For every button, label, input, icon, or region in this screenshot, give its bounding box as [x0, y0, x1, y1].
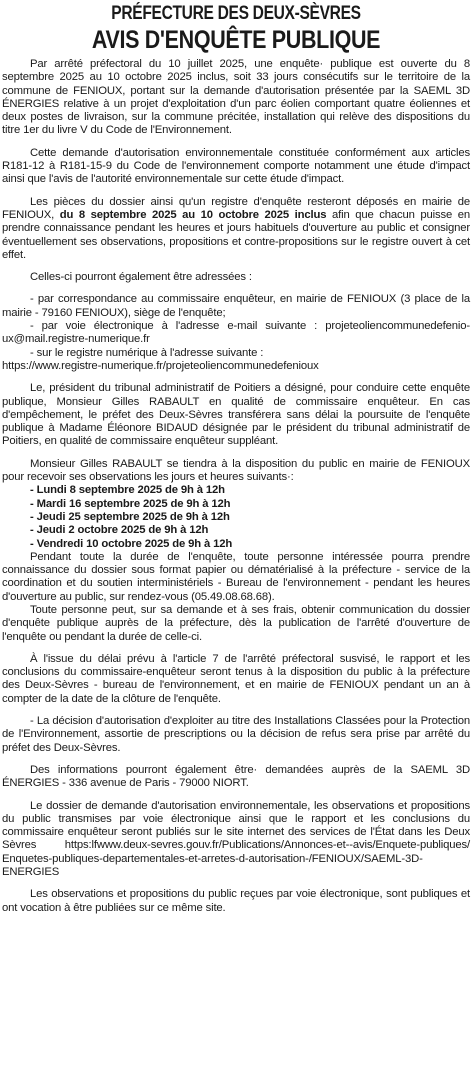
registry-link[interactable]: https://www.registre-numerique.fr/projeteoliencommunedefenioux [2, 359, 319, 372]
paragraph-information: Des informations pourront également être· demandées auprès de la SAEML 3D ÉNERGIES - 336 avenue de Paris - 79000 NIORT. [2, 763, 470, 790]
paragraph-addresses-intro: Celles-ci pourront également être adressées : [30, 271, 252, 284]
dossier-text-end: afin que chacun puisse en prendre connaissance pendant les heures et jours habituels d'ouverture au public et consigner éventuellement ses observations, propositions et contre-propositions sur le registre ouvert à cet effet. [2, 208, 470, 261]
email-address[interactable]: - par voie électronique à l'adresse e-mail suivante : projeteoliencommunedefenio-ux@mail.registre-numerique.fr [2, 320, 470, 346]
list-item-registry-url [2, 360, 470, 373]
paragraph-public-observations: Les observations et propositions du public reçues par voie électronique, sont publiques et ont vocation à être publiées sur ce même site. [2, 888, 470, 914]
dossier-dates: du 8 septembre 2025 au 10 octobre 2025 inclus [59, 208, 327, 221]
paragraph-opening: Par arrêté préfectoral du 10 juillet 2025, une enquête· publique est ouverte du 8 septembre 2025 au 10 octobre 2025 inclus, soit 33 jours consécutifs sur le territoire de la commune de FENIOUX, portant sur la demande d'autorisation présentée par la SAEML 3D ÉNERGIES relative à un projet d'exploitation d'un parc éolien comportant quatre éoliennes et deux postes de livraison, sur la commune précitée, installation qui relève des dispositions du titre 1er du livre V du Code de l'Environnement. [2, 58, 470, 137]
paragraph-report: À l'issue du délai prévu à l'article 7 de l'arrêté préfectoral susvisé, le rapport et les conclusions du commissaire-enquêteur seront tenus à la disposition du public à la préfecture des Deux-Sèvres - bureau de l'environnement, et en mairie de FENIOUX pendant un an à compter de la date de la clôture de l'enquête. [2, 652, 470, 705]
schedule-item: - Jeudi 25 septembre 2025 de 9h à 12h [30, 510, 230, 523]
paragraph-impact-study: Cette demande d'autorisation environnementale constituée conformément aux articles R181-12 à R181-15-9 du Code de l'environnement comporte notamment une étude d'impact ainsi que l'avis de l'autorité environnementale sur cette étude d'impact. [2, 146, 470, 186]
prefecture-heading: PRÉFECTURE DES DEUX-SÈVRES [111, 3, 361, 24]
paragraph-dossier-deposit [2, 196, 470, 262]
paragraph-commissioner: Le, président du tribunal administratif de Poitiers a désigné, pour conduire cette enquête publique, Monsieur Gilles RABAULT en qualité de commissaire enquêteur. En cas d'empêchement, le préfet des Deux-Sèvres transférera sans délai la poursuite de l'enquête publique à Madame Éléonore BIDAUD désignée par le président du tribunal administratif de Poitiers, en qualité de commissaire enquêteur suppléant. [2, 382, 470, 448]
permanence-schedule [2, 484, 470, 550]
dossier-text-start: Les pièces du dossier ainsi qu'un registre d'enquête resteront déposés en mairie de FENIOUX, [2, 195, 470, 221]
paragraph-communication: Toute personne peut, sur sa demande et à ses frais, obtenir communication du dossier d'enquête publique auprès de la préfecture, dès la publication de l'arrêté d'ouverture de l'enquête ou pendant la durée de celle-ci. [2, 603, 470, 643]
schedule-item: - Mardi 16 septembre 2025 de 9h à 12h [30, 497, 231, 510]
paragraph-consultation: Pendant toute la durée de l'enquête, toute personne intéressée pourra prendre connaissance du dossier sous format papier ou dématérialisé à la préfecture - service de la coordination et du soutien interministériels - Bureau de l'environnement - pendant les heures d'ouverture au public, sur rendez-vous (05.49.08.68.68). [2, 550, 470, 603]
submission-methods-list [2, 293, 470, 373]
list-item-correspondence: - par correspondance au commissaire enquêteur, en mairie de FENIOUX (3 place de la mairie - 79160 FENIOUX), siège de l'enquête; [2, 293, 470, 319]
schedule-item: - Lundi 8 septembre 2025 de 9h à 12h [30, 484, 225, 497]
schedule-item: - Vendredi 10 octobre 2025 de 9h à 12h [30, 537, 233, 550]
list-item-email [2, 320, 470, 347]
paragraph-publication: Le dossier de demande d'autorisation environnementale, les observations et propositions du public transmises par voie électronique ainsi que le rapport et les conclusions du commissaire enquêteur seront publiés sur le site internet des services de l'État dans les Deux Sèvres https:lfwww.deux-sevres.gouv.fr/Publications/Annonces-et--avis/Enquete-publiques/ Enquetes-publiques-departementales-et-arretes-d-autorisation-/FENIOUX/SAEML-3D-ENERGIES [2, 799, 470, 879]
list-item-registry: - sur le registre numérique à l'adresse suivante : [30, 346, 264, 359]
paragraph-permanences: Monsieur Gilles RABAULT se tiendra à la disposition du public en mairie de FENIOUX pour recevoir ses observations les jours et heures suivants·: [2, 457, 470, 484]
schedule-item: - Jeudi 2 octobre 2025 de 9h à 12h [30, 524, 209, 537]
notice-title: AVIS D'ENQUÊTE PUBLIQUE [91, 26, 381, 54]
paragraph-decision: - La décision d'autorisation d'exploiter au titre des Installations Classées pour la Protection de l'Environnement, assortie de prescriptions ou la décision de refus sera prise par arrêté du préfet des Deux-Sèvres. [2, 715, 470, 754]
